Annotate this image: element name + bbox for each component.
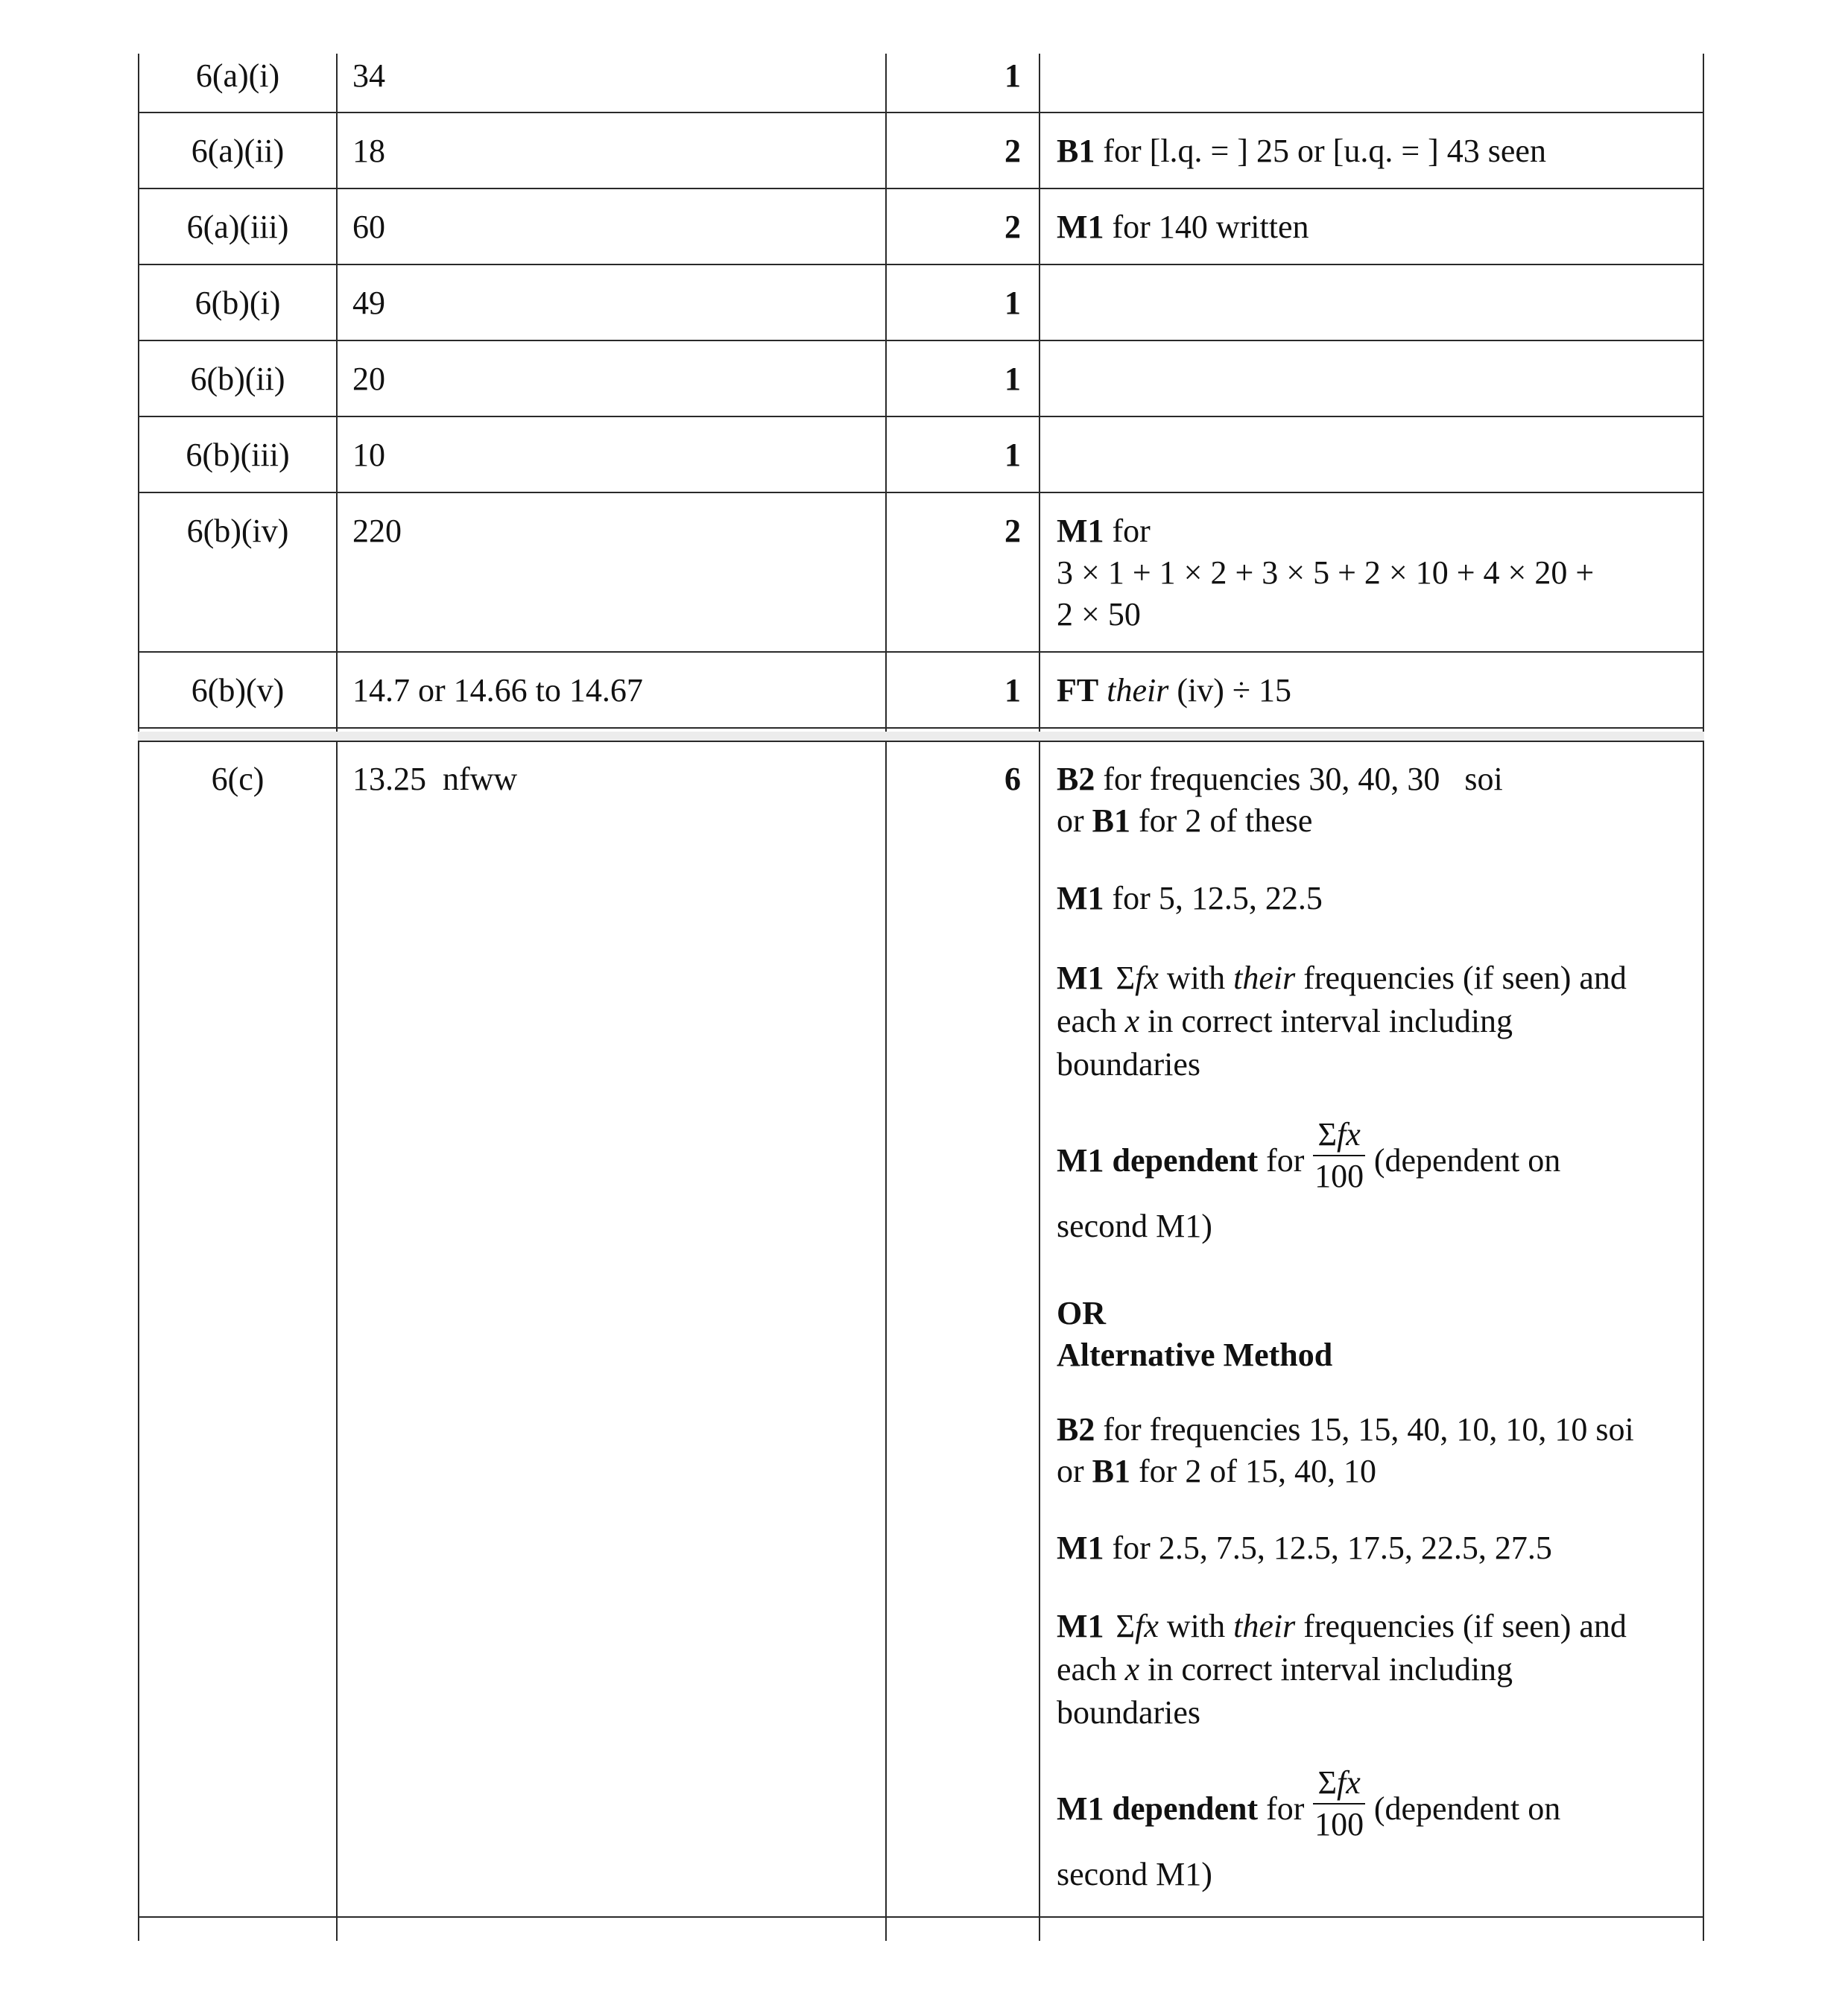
guidance-line: or B1 for 2 of these (1057, 802, 1313, 839)
answer-value: 220 (352, 513, 402, 549)
guidance-line: OR (1057, 1295, 1106, 1331)
marks-value: 1 (1004, 57, 1021, 94)
guidance-block-c (1057, 1409, 1634, 1492)
row-divider (138, 727, 1704, 729)
marks-value: 6 (1004, 761, 1021, 797)
row-divider (138, 416, 1704, 417)
guidance-block-c (1057, 1764, 1561, 1895)
guidance-block-c (1057, 1293, 1332, 1376)
question-label: 6(a)(ii) (191, 133, 285, 169)
row-divider (138, 741, 1704, 742)
guidance-line: second M1) (1057, 1856, 1212, 1892)
guidance-block-c (1057, 957, 1627, 1086)
fraction-sum-fx-over-100: $\frac{\text{Σfx}}{100}$ (1314, 1764, 1364, 1843)
answer-value: 10 (352, 437, 385, 473)
guidance-line: B2 for frequencies 15, 15, 40, 10, 10, 10 soi (1057, 1411, 1634, 1448)
marks-value: 2 (1004, 209, 1021, 245)
column-divider-answer (885, 54, 887, 1941)
answer-value: 13.25 nfww (352, 761, 518, 797)
guidance-text: FT their (iv) ÷ 15 (1057, 672, 1292, 709)
guidance-block-c (1057, 1606, 1627, 1734)
guidance-line: each x in correct interval including (1057, 1003, 1513, 1039)
guidance-line: M1 dependent for $\frac{\text{Σfx}}{100}$ (dependent on (1057, 1767, 1560, 1849)
guidance-line: M1 dependent for $\frac{\text{Σfx}}{100}$ (dependent on (1057, 1119, 1560, 1201)
guidance-block-c (1057, 1527, 1552, 1569)
question-label: 6(b)(iii) (186, 437, 290, 473)
answer-value: 49 (352, 285, 385, 321)
guidance-line: boundaries (1057, 1046, 1201, 1083)
marks-value: 1 (1004, 437, 1021, 473)
guidance-line: or B1 for 2 of 15, 40, 10 (1057, 1453, 1376, 1489)
guidance-text: B1 for [l.q. = ] 25 or [u.q. = ] 43 seen (1057, 133, 1546, 169)
row-divider (138, 1916, 1704, 1918)
row-divider (138, 651, 1704, 653)
guidance-text: M1 for (1057, 513, 1151, 549)
answer-value: 34 (352, 57, 385, 94)
guidance-line: M1 for 2.5, 7.5, 12.5, 17.5, 22.5, 27.5 (1057, 1530, 1552, 1566)
answer-value: 20 (352, 361, 385, 397)
answer-value: 60 (352, 209, 385, 245)
question-label: 6(a)(i) (195, 57, 280, 94)
guidance-line: M1 for 5, 12.5, 22.5 (1057, 880, 1323, 916)
row-divider (138, 112, 1704, 113)
guidance-text: 3 × 1 + 1 × 2 + 3 × 5 + 2 × 10 + 4 × 20 + (1057, 554, 1595, 591)
fraction-sum-fx-over-100: $\frac{\text{Σfx}}{100}$ (1314, 1116, 1364, 1194)
row-divider (138, 492, 1704, 493)
row-divider (138, 188, 1704, 189)
guidance-block-c (1057, 758, 1503, 842)
guidance-line: M1 Σfx with their frequencies (if seen) and (1057, 960, 1627, 996)
marks-value: 2 (1004, 513, 1021, 549)
guidance-block-c (1057, 878, 1323, 919)
column-divider-question (336, 54, 338, 1941)
answer-value: 14.7 or 14.66 to 14.67 (352, 672, 643, 709)
guidance-text: M1 for 140 written (1057, 209, 1309, 245)
question-label: 6(b)(i) (194, 285, 281, 321)
question-label: 6(c) (211, 761, 265, 797)
guidance-line: boundaries (1057, 1694, 1201, 1731)
question-label: 6(b)(v) (191, 672, 285, 709)
question-label: 6(b)(ii) (190, 361, 285, 397)
guidance-line: Alternative Method (1057, 1337, 1333, 1373)
table-border-left (138, 54, 139, 1941)
marks-value: 1 (1004, 361, 1021, 397)
table-border-right (1703, 54, 1704, 1941)
guidance-line: each x in correct interval including (1057, 1651, 1513, 1688)
guidance-line: B2 for frequencies 30, 40, 30 soi (1057, 761, 1503, 797)
guidance-text: 2 × 50 (1057, 596, 1141, 633)
row-divider (138, 340, 1704, 341)
column-divider-marks (1039, 54, 1040, 1941)
marks-value: 2 (1004, 133, 1021, 169)
guidance-line: M1 Σfx with their frequencies (if seen) and (1057, 1608, 1627, 1644)
guidance-block-c (1057, 1116, 1561, 1247)
row-divider (138, 264, 1704, 265)
marks-value: 1 (1004, 285, 1021, 321)
question-label: 6(a)(iii) (186, 209, 289, 245)
guidance-line: second M1) (1057, 1208, 1212, 1244)
marks-value: 1 (1004, 672, 1021, 709)
answer-value: 18 (352, 133, 385, 169)
question-label: 6(b)(iv) (186, 513, 289, 549)
